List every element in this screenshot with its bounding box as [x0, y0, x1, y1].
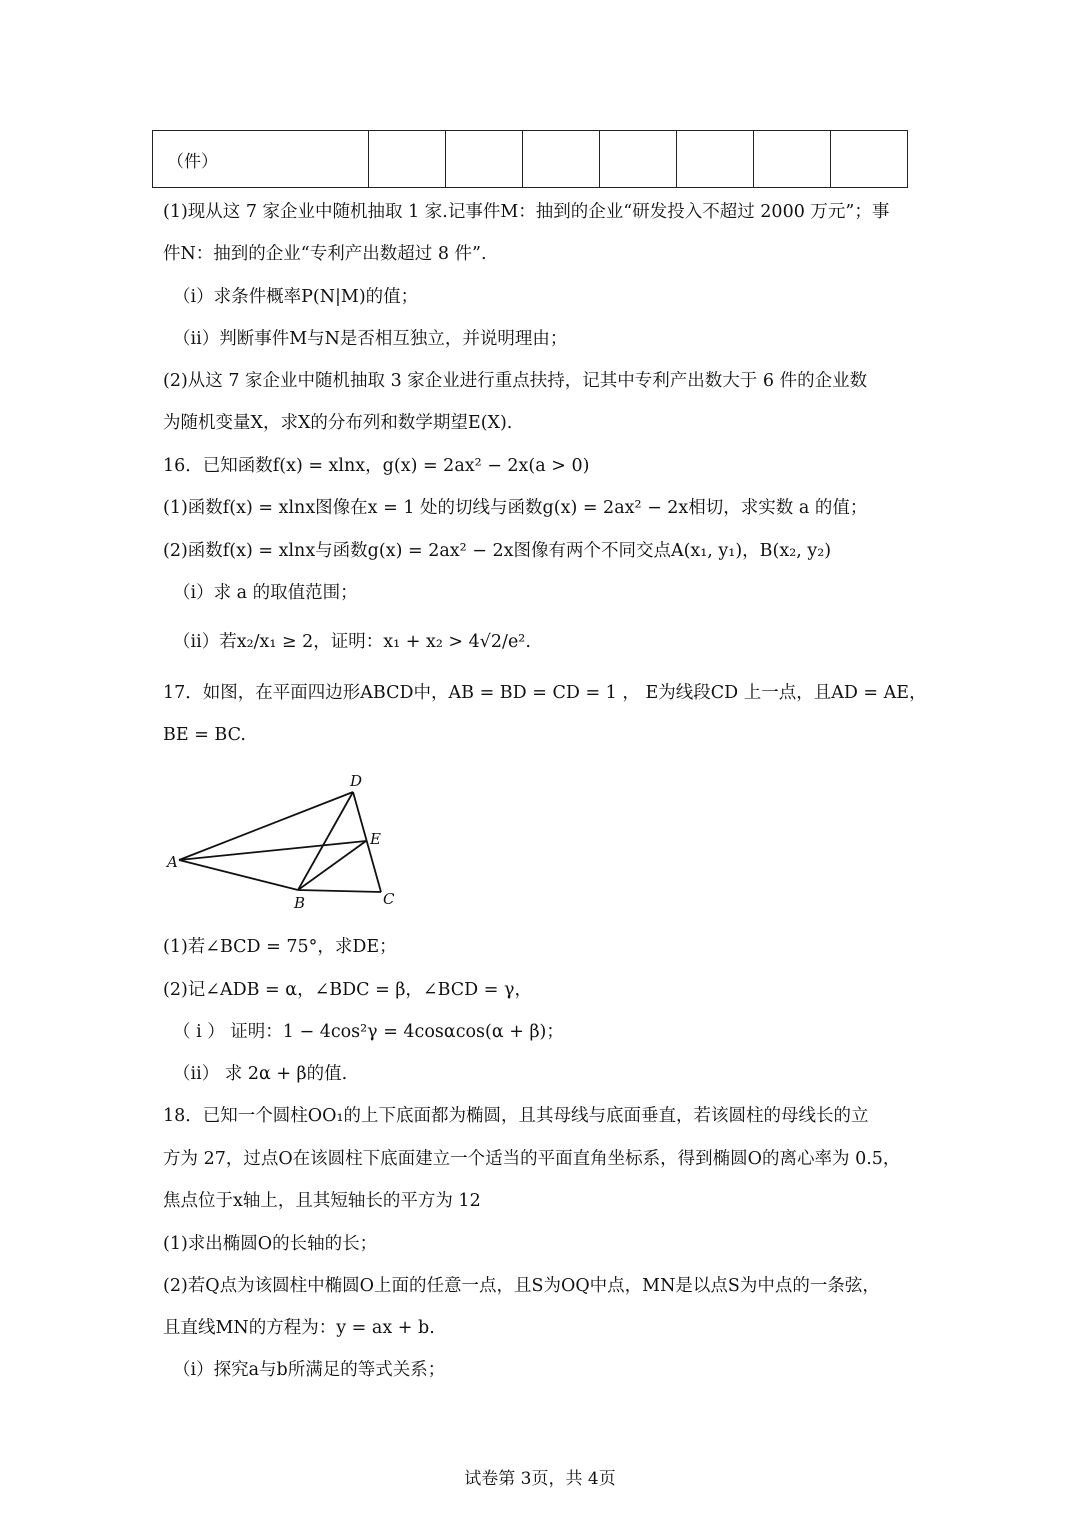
page-footer: 试卷第 3页，共 4页	[464, 1469, 616, 1489]
data-table	[152, 130, 908, 188]
text-line: 方为 27，过点O在该圆柱下底面建立一个适当的平面直角坐标系，得到椭圆O的离心率为 0.5，	[163, 1149, 901, 1169]
text-line: (2)记∠ADB = α，∠BDC = β，∠BCD = γ，	[163, 980, 532, 1000]
label-e: E	[370, 830, 381, 848]
question-16: 16．已知函数f(x) = xlnx，g(x) = 2ax² − 2x(a > 0)	[163, 456, 590, 476]
text-line: 件N：抽到的企业“专利产出数超过 8 件”.	[163, 244, 487, 264]
text-line: （ii）若x₂/x₁ ≥ 2，证明：x₁ + x₂ > 4√2/e².	[173, 632, 531, 652]
question-17: 17．如图，在平面四边形ABCD中，AB = BD = CD = 1 ， E为线段CD 上一点，且AD = AE，	[163, 683, 927, 703]
table-cell	[369, 131, 446, 188]
label-b: B	[294, 894, 306, 912]
table-cell	[677, 131, 754, 188]
text-line: (2)若Q点为该圆柱中椭圆O上面的任意一点，且S为OQ中点，MN是以点S为中点的一条弦，	[163, 1276, 880, 1296]
text-line: (2)从这 7 家企业中随机抽取 3 家企业进行重点扶持，记其中专利产出数大于 6 件的企业数	[163, 371, 868, 391]
text-line: (1)现从这 7 家企业中随机抽取 1 家.记事件M：抽到的企业“研发投入不超过 2000 万元”；事	[163, 202, 890, 222]
text-line: 为随机变量X，求X的分布列和数学期望E(X).	[163, 413, 513, 433]
table-cell	[600, 131, 677, 188]
table-cell	[446, 131, 523, 188]
table-cell	[754, 131, 831, 188]
label-d: D	[350, 772, 363, 790]
label-a: A	[167, 853, 178, 871]
text-line: BE = BC.	[163, 725, 246, 745]
text-line: 焦点位于x轴上，且其短轴长的平方为 12	[163, 1191, 481, 1211]
text-line: (1)函数f(x) = xlnx图像在x = 1 处的切线与函数g(x) = 2ax² − 2x相切，求实数 a 的值；	[163, 498, 868, 518]
text-line: 且直线MN的方程为：y = ax + b.	[163, 1318, 435, 1338]
table-cell	[831, 131, 908, 188]
text-line: （i）求条件概率P(N|M)的值；	[173, 287, 419, 307]
text-line: （i）探究a与b所满足的等式关系；	[173, 1360, 446, 1380]
table-cell-unit: （件）	[153, 131, 369, 188]
text-line: （ii）判断事件M与N是否相互独立，并说明理由；	[173, 329, 568, 349]
question-18: 18．已知一个圆柱OO₁的上下底面都为椭圆，且其母线与底面垂直，若该圆柱的母线长的立	[163, 1106, 869, 1126]
text-line: (2)函数f(x) = xlnx与函数g(x) = 2ax² − 2x图像有两个不同交点A(x₁, y₁)，B(x₂, y₂)	[163, 541, 832, 561]
text-line: (1)求出椭圆O的长轴的长；	[163, 1234, 378, 1254]
quadrilateral-figure	[165, 770, 405, 915]
text-line: (1)若∠BCD = 75°，求DE；	[163, 937, 397, 957]
label-c: C	[383, 890, 395, 908]
text-line: （ i ） 证明：1 − 4cos²γ = 4cosαcos(α + β)；	[173, 1022, 564, 1042]
text-line: （i）求 a 的取值范围；	[173, 583, 358, 603]
text-line: （ii） 求 2α + β的值.	[173, 1064, 348, 1084]
table-cell	[523, 131, 600, 188]
